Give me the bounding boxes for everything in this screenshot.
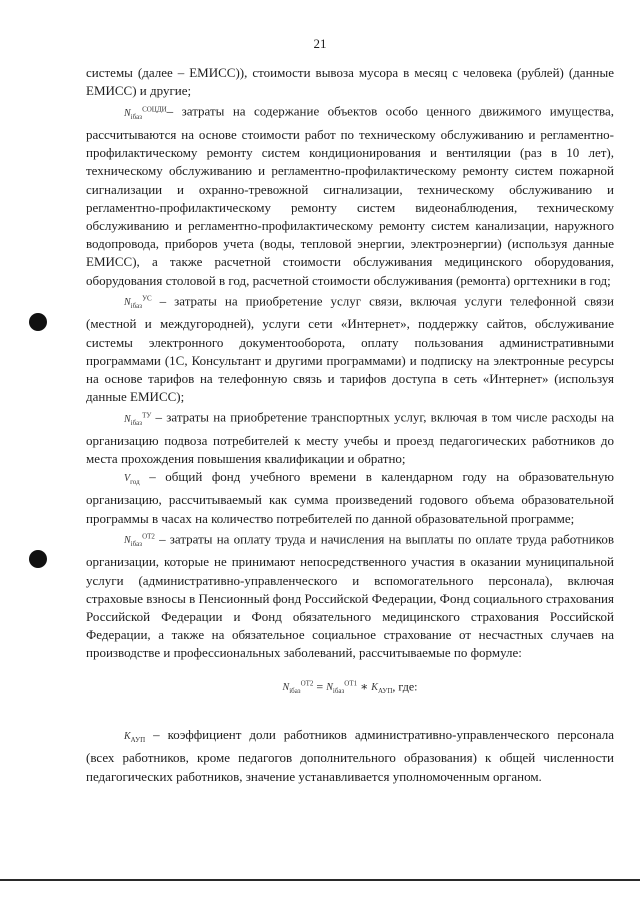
paragraph: системы (далее – ЕМИСС)), стоимости вывоза мусора в месяц с человека (рублей) (данные ЕМИСС) и другие;: [86, 65, 614, 99]
paragraph: $V_{год}$ – общий фонд учебного времени в календарном году на образовательную организацию, рассчитываемый как сумма произведений годового объема образовательной программы в часах на количество потребителей по данной образовательной программе;: [86, 469, 614, 526]
formula-symbol: $N_{iбаз}^{ТУ}$: [124, 411, 152, 427]
paragraph: $N_{iбаз}^{ОТ2}$ – затраты на оплату труда и начисления на выплаты по оплате труда работников организации, которые не принимают непосредственного участия в оказании муниципальной услуги (административно-управленческого и вспомогательного персонала), включая страховые взносы в Пенсионный фонд Российской Федерации, Фонд социального страхования Российской Федерации и Фонд обязательного медицинского страхования Российской Федерации, а также на обязательное социальное страхование от несчастных случаев на производстве и профессиональных заболеваний, рассчитываемые по формуле:: [86, 531, 614, 661]
formula: $N_{iбаз}^{ОТ2} = N_{iбаз}^{ОТ1}$ ∗ $K_{АУП}$, где:: [282, 678, 418, 695]
scan-edge-line: [0, 879, 640, 881]
formula-symbol: $K_{АУП}$: [124, 731, 146, 745]
paragraph: $N_{iбаз}^{УС}$ – затраты на приобретение услуг связи, включая услуги телефонной связи (местной и междугородней), услуги сети «Интернет», поддержку сайтов, обслуживание системы электронного документооборота, оплату пользования административными программами (1С, Консультант и другими программами) и подписку на электронные ресурсы на основе тарифов на телефонную связь и тарифов доступа в сеть «Интернет» (используя данные ЕМИСС);: [86, 293, 614, 405]
paragraph: $N_{iбаз}^{СОЦДИ}-$ затраты на содержание объектов особо ценного движимого имущества, рассчитываются на основе стоимости работ по техническому обслуживанию и регламентно-профилактическому ремонту систем кондиционирования и вентиляции (раз в 10 лет), техническому обслуживанию и регламентно-профилактическому ремонту систем пожарной сигнализации и охранно-тревожной сигнализации, техническому обслуживанию и регламентно-профилактическому ремонту систем видеонаблюдения, техническому обслуживанию и регламентно-профилактическому ремонту систем канализации, наружного водопровода, приборов учета (воды, тепловой энергии, электроэнергии) (используя данные ЕМИСС), а также расчетной стоимости обслуживания медицинского оборудования, оборудования столовой в год, расчетной стоимости обслуживания (ремонта) оргтехники в год;: [86, 103, 614, 288]
paragraph: $N_{iбаз}^{ТУ}$ – затраты на приобретение транспортных услуг, включая в том числе расходы на организацию подвоза потребителей к месту учебы и проезд педагогических работников до места прохождения повышения квалификации и обратно;: [86, 409, 614, 467]
formula-symbol: $N_{iбаз}^{СОЦДИ}$: [124, 105, 167, 121]
document-body: [86, 64, 614, 786]
punch-hole-mark: [29, 313, 47, 331]
page-number: 21: [313, 36, 327, 51]
formula-symbol: $V_{год}$: [124, 473, 140, 487]
formula-symbol: $N_{iбаз}^{ОТ2}$: [124, 532, 155, 549]
punch-hole-mark: [29, 550, 47, 568]
formula-symbol: $N_{iбаз}^{УС}$: [124, 294, 152, 311]
paragraph: $K_{АУП}$ – коэффициент доли работников административно-управленческого персонала (всех работников, кроме педагогов дополнительного образования) к общей численности педагогических работников, значение устанавливается уполномоченным органом.: [86, 727, 614, 784]
